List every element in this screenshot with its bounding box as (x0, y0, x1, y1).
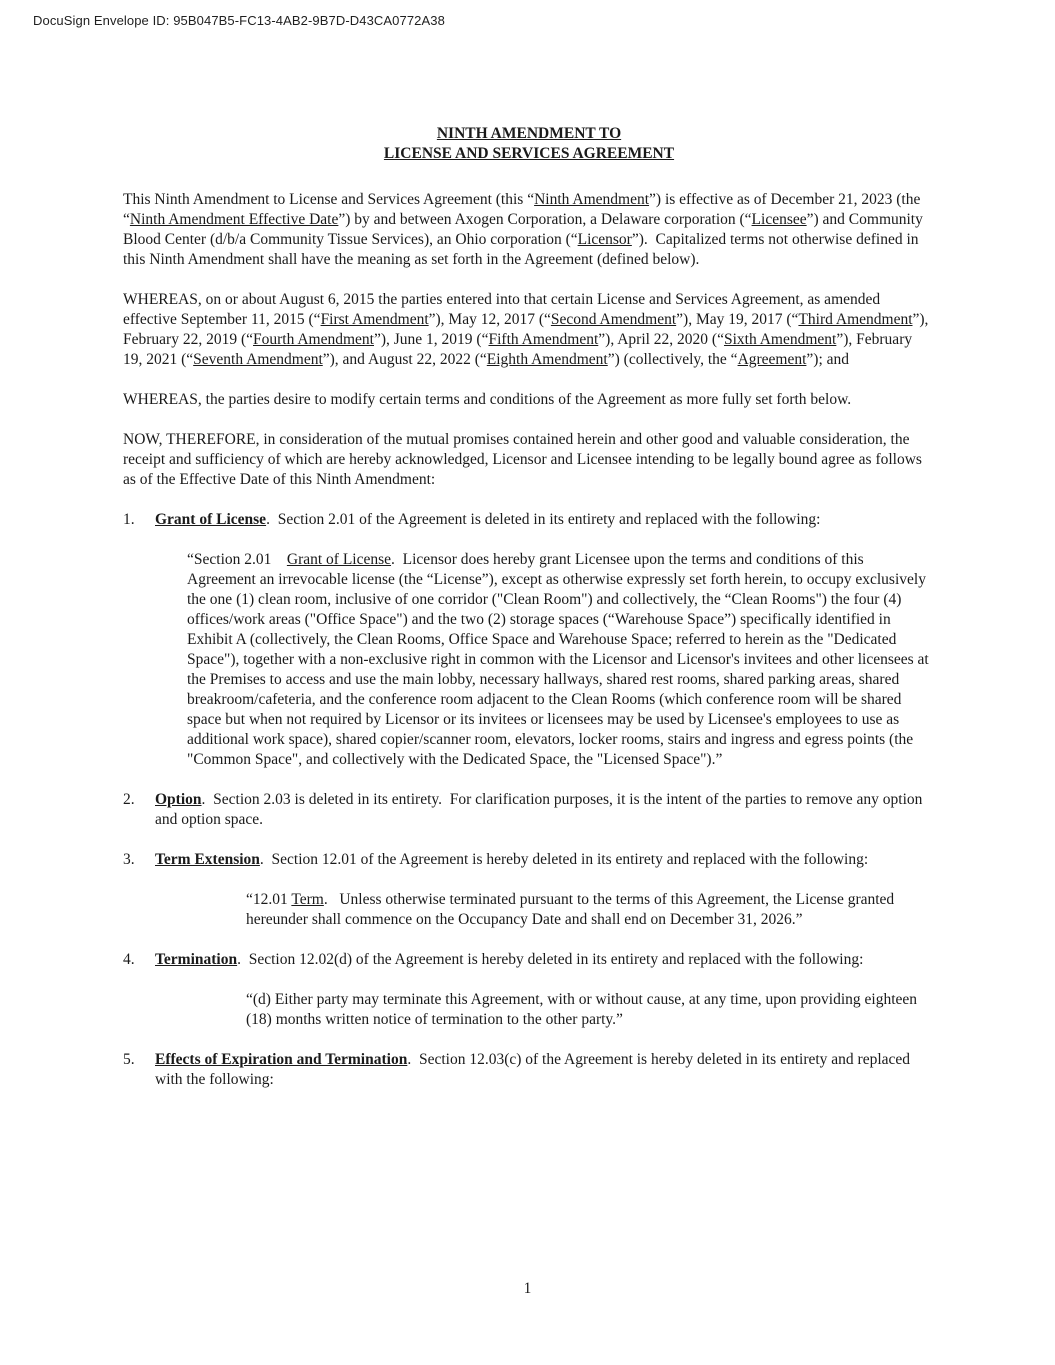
text-run: Third Amendment (798, 311, 913, 328)
text-run: Term (291, 891, 324, 908)
text-run: ”) and Community Blood Center (d/b/a Community Tissue Services), an Ohio corporation (“ (123, 211, 927, 248)
text-run: Grant of License (286, 551, 392, 568)
text-run: Seventh Amendment (193, 351, 323, 368)
list-item (123, 1050, 935, 1090)
text-run: Grant of License (155, 511, 267, 528)
text-run: Licensee (751, 211, 807, 228)
document-body (123, 190, 935, 1090)
text-run: Licensor (577, 231, 632, 248)
text-run: First Amendment (320, 311, 429, 328)
list-number: 1. (123, 511, 135, 528)
text-run: . Section 12.02(d) of the Agreement is hereby deleted in its entirety and replaced with the following: (237, 951, 864, 968)
text-run: . Section 2.01 of the Agreement is deleted in its entirety and replaced with the following: (266, 511, 821, 528)
text-run: Fourth Amendment (253, 331, 374, 348)
text-run: ”); and (806, 351, 850, 368)
text-run: ”), February 22, 2019 (“ (123, 311, 933, 348)
text-run: Option (155, 791, 202, 808)
text-run: . Section 12.01 of the Agreement is hereby deleted in its entirety and replaced with the following: (259, 851, 869, 868)
text-run: “(d) Either party may terminate this Agreement, with or without cause, at any time, upon providing eighteen (18) months written notice of termination to the other party.” (246, 991, 921, 1028)
text-run: ”) is effective as of December 21, 2023 (the “ (123, 191, 925, 228)
list-item (123, 790, 935, 830)
text-run: NOW, THEREFORE, in consideration of the mutual promises contained herein and other good and valuable consideration, the receipt and sufficiency of which are hereby acknowledged, Licensor and Licensee intending to be legally bound agree as follows as of the Effective Date of this Ninth Amendment: (123, 431, 926, 488)
list-number: 5. (123, 1051, 135, 1068)
text-run: Term Extension (155, 851, 260, 868)
document-title-line-2: LICENSE AND SERVICES AGREEMENT (383, 145, 675, 162)
text-run: . Section 2.03 is deleted in its entirety. For clarification purposes, it is the intent of the parties to remove any option and option space. (155, 791, 927, 828)
text-run: ”) (collectively, the “ (607, 351, 738, 368)
text-run: ”), and August 22, 2022 (“ (322, 351, 487, 368)
list-item-text (155, 790, 935, 830)
page-number: 1 (523, 1280, 532, 1297)
list-number: 2. (123, 791, 135, 808)
text-run: . Section 12.03(c) of the Agreement is hereby deleted in its entirety and replaced with the following: (155, 1051, 914, 1088)
text-run: Agreement (737, 351, 807, 368)
document-content (123, 124, 935, 1110)
text-run: ”). Capitalized terms not otherwise defined in this Ninth Amendment shall have the meaning as set forth in the Agreement (defined below). (123, 231, 923, 268)
list-item-text (155, 1050, 935, 1090)
paragraph (123, 190, 935, 270)
text-run: . Licensor does hereby grant Licensee upon the terms and conditions of this Agreement an irrevocable license (the “License”), except as otherwise expressly set forth herein, to occupy exclusively the one (1) clean room, inclusive of one corridor ("Clean Room") and collectively, the “Clean Rooms") the four (4) offices/work areas ("Office Space") and the two (2) storage spaces (“Warehouse Space”) specifically identified in Exhibit A (collectively, the Clean Rooms, Office Space and Warehouse Space; referred to herein as the "Dedicated Space"), together with a non-exclusive right in common with the Licensor and Licensor's invitees and other licensees at the Premises to access and use the main lobby, necessary hallways, shared rest rooms, shared parking areas, shared breakroom/cafeteria, and the conference room adjacent to the Clean Rooms (which conference room will be shared space but when not required by Licensor or its invitees or licensees may be used by Licensee's employees to use as additional work space), shared copier/scanner room, elevators, locker rooms, stairs and ingress and egress points (the "Common Space", and collectively with the Dedicated Space, the "Licensed Space").” (187, 551, 933, 768)
list-number: 4. (123, 951, 135, 968)
text-run: This Ninth Amendment to License and Services Agreement (this “ (123, 191, 535, 208)
paragraph (123, 390, 935, 410)
text-run: . Unless otherwise terminated pursuant to the terms of this Agreement, the License granted hereunder shall commence on the Occupancy Date and shall end on December 31, 2026.” (246, 891, 899, 928)
text-run: ”), May 12, 2017 (“ (428, 311, 551, 328)
text-run: ”), May 19, 2017 (“ (676, 311, 799, 328)
text-run: Sixth Amendment (723, 331, 837, 348)
text-run: “12.01 (246, 891, 292, 908)
docusign-envelope-id: DocuSign Envelope ID: 95B047B5-FC13-4AB2-9B7D-D43CA0772A38 (33, 13, 445, 28)
text-run: Eighth Amendment (486, 351, 608, 368)
text-run: Effects of Expiration and Termination (155, 1051, 408, 1068)
text-run: ”) by and between Axogen Corporation, a Delaware corporation (“ (338, 211, 752, 228)
text-run: WHEREAS, the parties desire to modify certain terms and conditions of the Agreement as more fully set forth below. (123, 391, 852, 408)
paragraph (123, 290, 935, 370)
text-run: Second Amendment (550, 311, 677, 328)
list-item (123, 950, 935, 970)
text-run: Ninth Amendment Effective Date (129, 211, 339, 228)
quote-paragraph (246, 990, 935, 1030)
text-run: Termination (155, 951, 238, 968)
text-run: ”), April 22, 2020 (“ (598, 331, 724, 348)
text-run: Ninth Amendment (534, 191, 650, 208)
document-title (123, 124, 935, 164)
quote-paragraph (246, 890, 935, 930)
list-item-text (155, 850, 935, 870)
quote-paragraph (187, 550, 935, 770)
list-item-text (155, 510, 935, 530)
list-number: 3. (123, 851, 135, 868)
list-item (123, 850, 935, 870)
paragraph (123, 430, 935, 490)
list-item-text (155, 950, 935, 970)
text-run: ”), June 1, 2019 (“ (373, 331, 489, 348)
document-title-line-1: NINTH AMENDMENT TO (436, 125, 622, 142)
text-run: WHEREAS, on or about August 6, 2015 the parties entered into that certain License and Services Agreement, as amended effective September 11, 2015 (“ (123, 291, 885, 328)
text-run: ”), February 19, 2021 (“ (123, 331, 916, 368)
text-run: Fifth Amendment (488, 331, 599, 348)
list-item (123, 510, 935, 530)
text-run: “Section 2.01 (187, 551, 287, 568)
